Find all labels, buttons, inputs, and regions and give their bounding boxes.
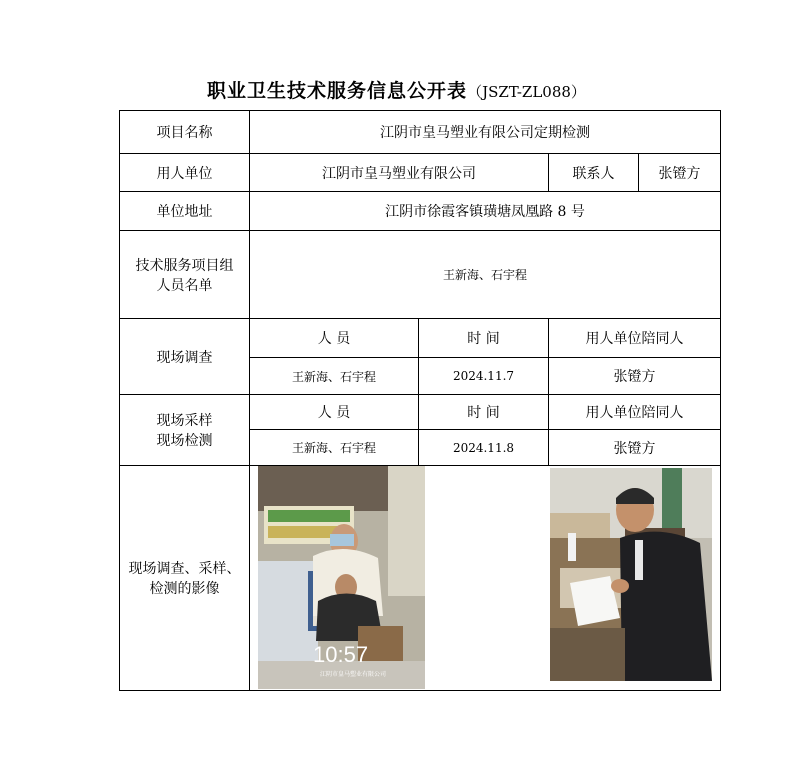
survey-header-companion: 用人单位陪同人	[549, 319, 721, 358]
project-name-value: 江阴市皇马塑业有限公司定期检测	[250, 111, 721, 154]
images-cell	[250, 466, 721, 691]
photo-time-overlay: 10:57	[313, 642, 369, 667]
project-name-label: 项目名称	[120, 111, 250, 154]
team-label	[120, 231, 250, 319]
row-project-name	[120, 111, 721, 154]
form-code: （JSZT-ZL088）	[467, 83, 586, 101]
employer-value: 江阴市皇马塑业有限公司	[250, 154, 549, 192]
sampling-companion: 张镫方	[549, 430, 721, 466]
row-sampling-header	[120, 395, 721, 430]
row-address	[120, 192, 721, 231]
contact-label: 联系人	[549, 154, 639, 192]
images-label-line1: 现场调查、采样、	[128, 561, 241, 577]
row-team	[120, 231, 721, 319]
title-main: 职业卫生技术服务信息公开表	[207, 80, 468, 102]
sampling-label-line2: 现场检测	[156, 433, 213, 449]
sampling-label	[120, 395, 250, 466]
page-title	[0, 76, 793, 103]
survey-label: 现场调查	[120, 319, 250, 395]
survey-companion: 张镫方	[549, 358, 721, 395]
sampling-label-line1: 现场采样	[156, 413, 213, 429]
survey-time: 2024.11.7	[419, 358, 549, 395]
contact-value: 张镫方	[639, 154, 721, 192]
address-value: 江阴市徐霞客镇璜塘凤凰路 8 号	[250, 192, 721, 231]
row-images	[120, 466, 721, 691]
sampling-time: 2024.11.8	[419, 430, 549, 466]
info-table	[119, 110, 721, 691]
images-label-line2: 检测的影像	[149, 581, 220, 597]
team-label-line2: 人员名单	[156, 277, 213, 294]
sampling-header-companion: 用人单位陪同人	[549, 395, 721, 430]
detection-photo	[550, 468, 712, 681]
row-employer	[120, 154, 721, 192]
row-survey-header	[120, 319, 721, 358]
team-label-line1: 技术服务项目组	[135, 257, 234, 274]
survey-personnel: 王新海、石宇程	[250, 358, 419, 395]
survey-photo	[258, 466, 425, 689]
employer-label: 用人单位	[120, 154, 250, 192]
survey-header-time: 时 间	[419, 319, 549, 358]
images-label	[120, 466, 250, 691]
address-label: 单位地址	[120, 192, 250, 231]
sampling-personnel: 王新海、石宇程	[250, 430, 419, 466]
photo-caption-overlay: 江阴市皇马塑业有限公司	[320, 671, 387, 678]
team-value: 王新海、石宇程	[250, 231, 721, 319]
sampling-header-time: 时 间	[419, 395, 549, 430]
survey-header-personnel: 人 员	[250, 319, 419, 358]
sampling-header-personnel: 人 员	[250, 395, 419, 430]
